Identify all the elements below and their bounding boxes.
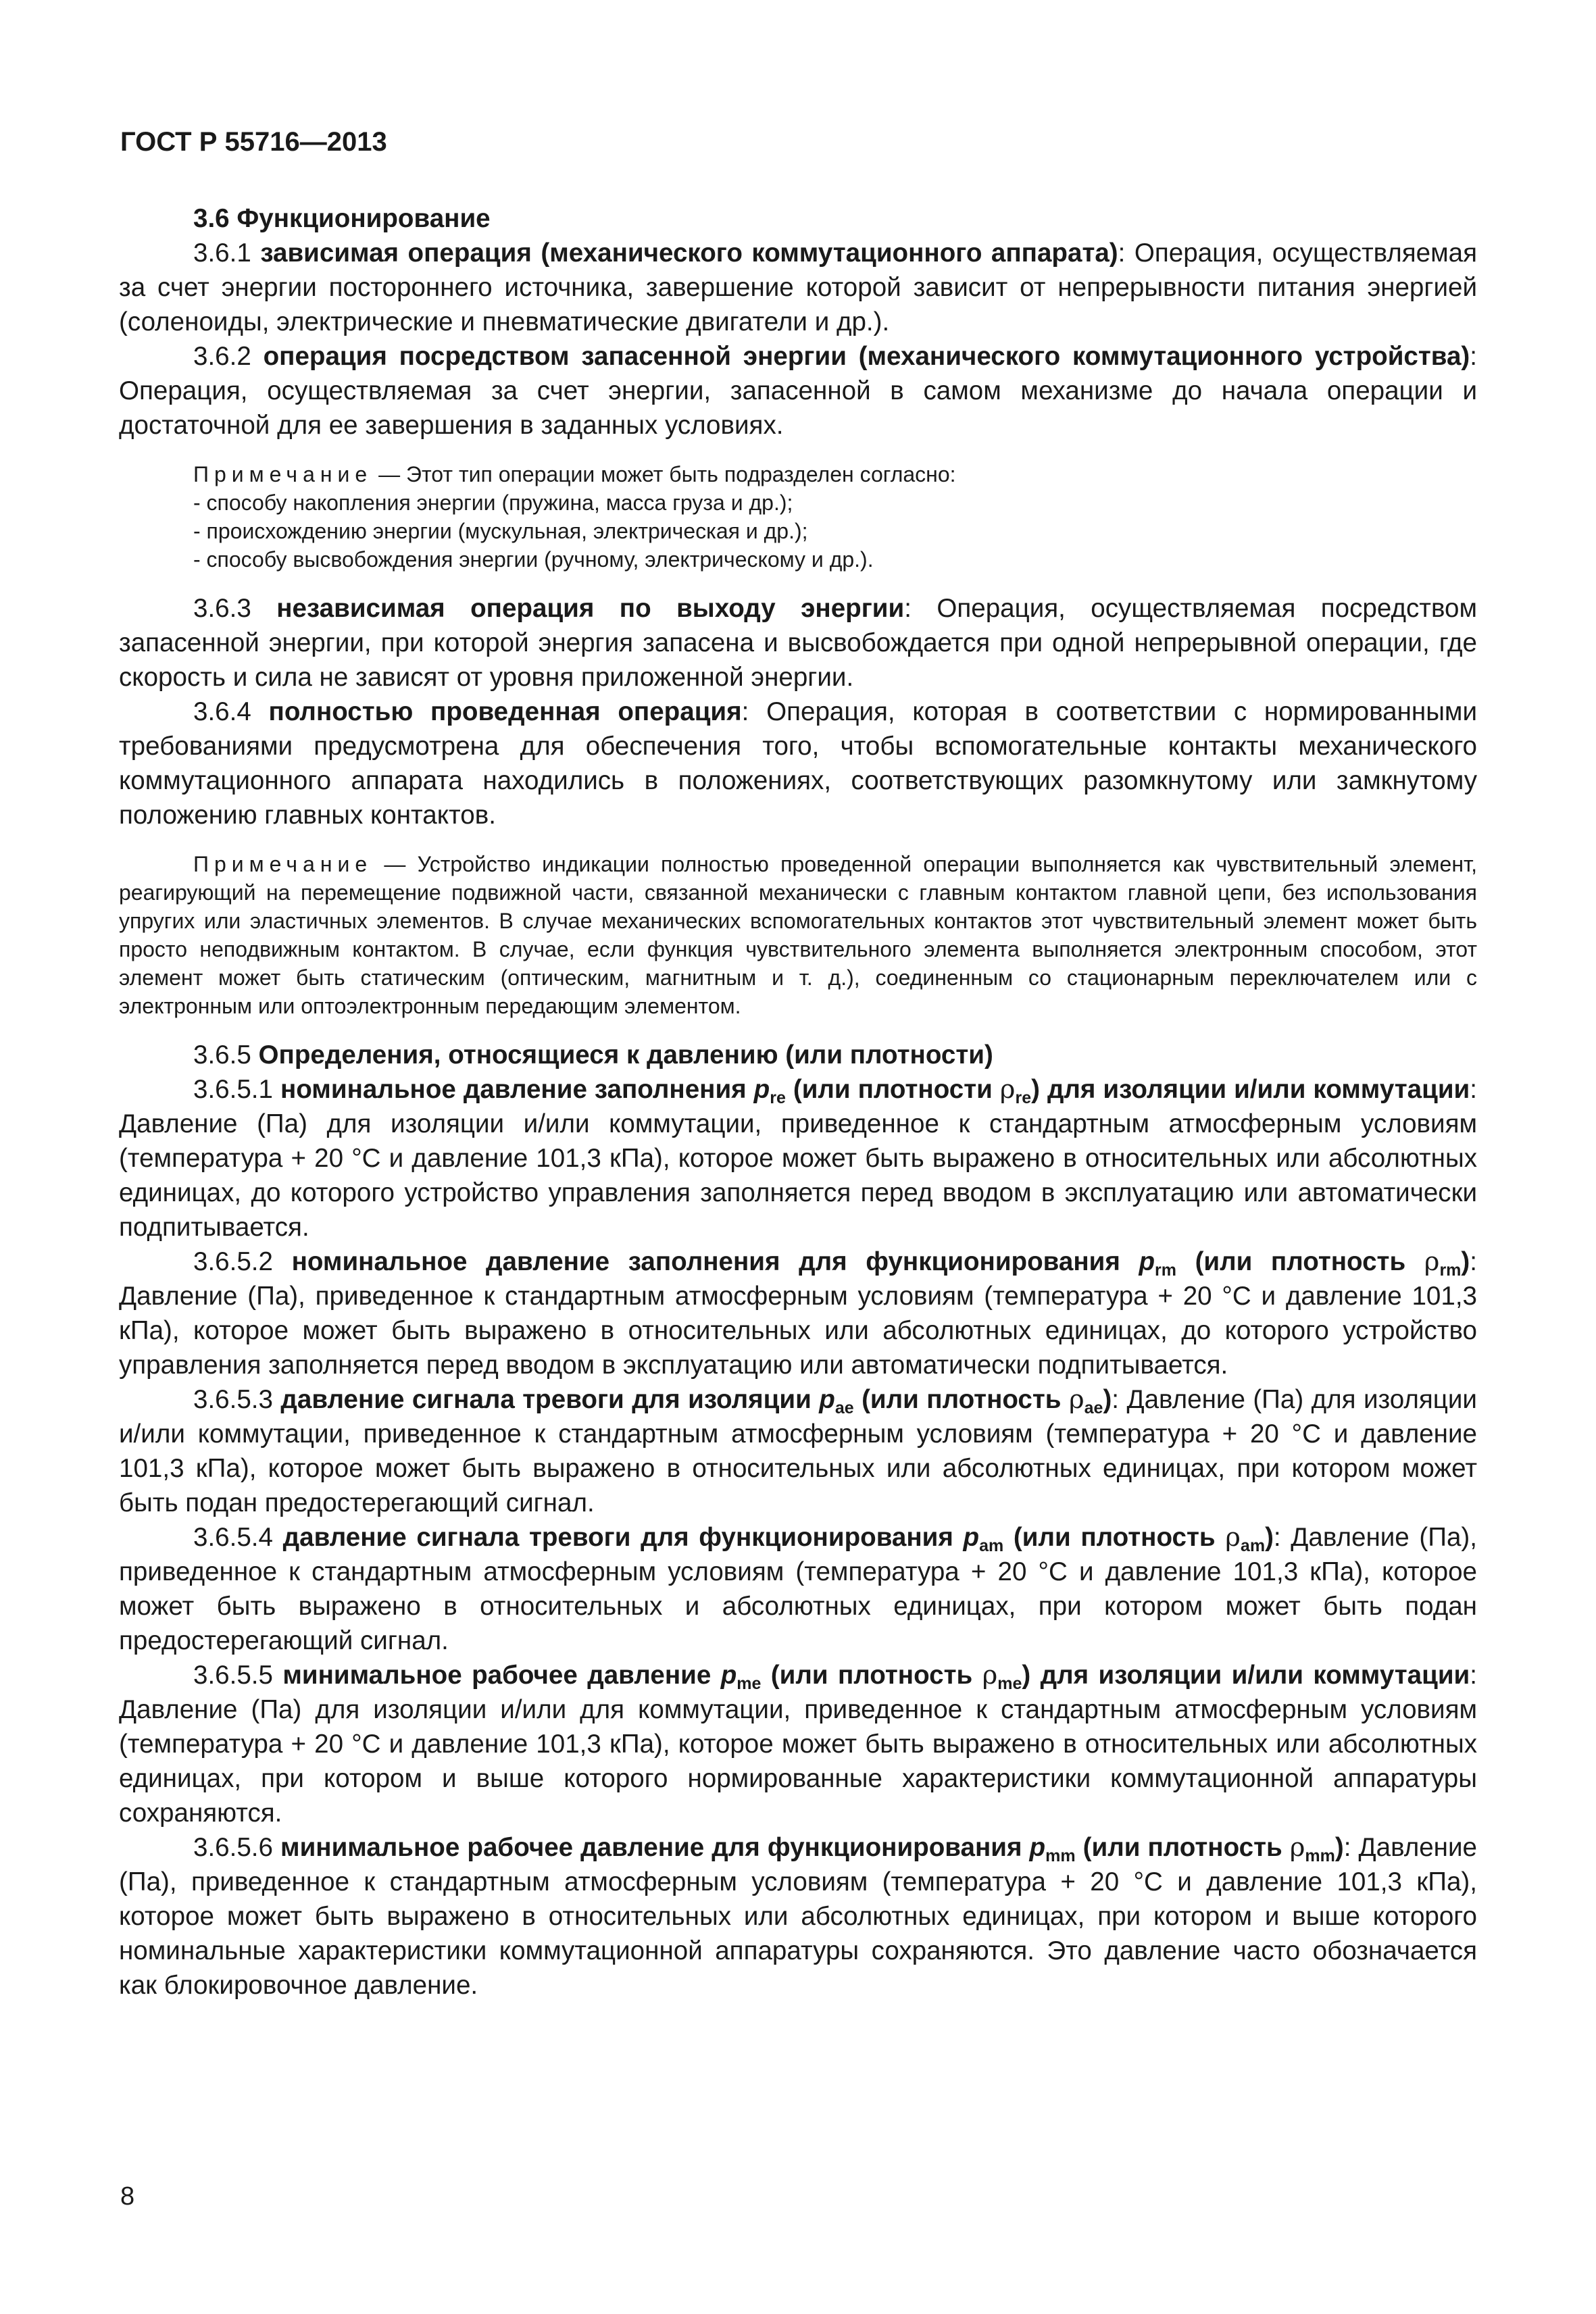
note-label: Примечание	[193, 852, 373, 876]
symbol-p: p	[1029, 1833, 1046, 1862]
section-3-6-2: 3.6.2 операция посредством запасенной энергии (механического коммутационного устройства): Операция, осуществляемая за счет энергии, запасенной в самом механизме до начала операции и достаточной для ее завершения в заданных условиях.	[119, 342, 1478, 440]
note-1-item: - способу высвобождения энергии (ручному, электрическому и др.).	[193, 547, 874, 572]
definition: : Операция, осуществляемая за счет энергии постороннего источника, завершение которой зависит от непрерывности питания энергией (соленоиды, электрические и пневматические двигатели и др.).	[119, 238, 1478, 336]
definition: : Давление (Па), приведенное к стандартным атмосферным условиям (температура + 20 °С и давление 101,3 кПа), которое может быть выражено в относительных или абсолютных единицах, при котором и выше которого номинальные характеристики коммутационной аппаратуры сохраняются. Это давление часто обозначается как блокировочное давление.	[119, 1833, 1477, 2000]
definition: : Операция, осуществляемая за счет энергии, запасенной в самом механизме до начала операции и достаточной для ее завершения в заданных условиях.	[119, 342, 1478, 440]
section-3-6-1: 3.6.1 зависимая операция (механического коммутационного аппарата): Операция, осуществляемая за счет энергии постороннего источника, завершение которой зависит от непрерывности питания энергией (соленоиды, электрические и пневматические двигатели и др.).	[119, 238, 1478, 336]
symbol-rho: ρ	[999, 1074, 1016, 1105]
symbol-p: p	[1139, 1247, 1155, 1276]
section-3-6-5-5: 3.6.5.5 минимальное рабочее давление $p_{me}$ (или плотность $\rho_{me}$) для изоляции и/или коммутации: Давление (Па) для изоляции и/или для коммутации, приведенное к стандартным атмосферным условиям (температура + 20 °С и давление 101,3 кПа), которое может быть выражено в относительных или абсолютных единицах, при котором и выше которого нормированные характеристики коммутационной аппаратуры сохраняются.	[119, 1660, 1477, 1828]
document-header: ГОСТ Р 55716—2013	[120, 127, 387, 157]
symbol-rho: ρ	[1424, 1247, 1440, 1277]
term: номинальное давление заполнения $p_{re}$ (или плотности $\rho_{re}$) для изоляции и/или коммутации	[280, 1074, 1470, 1107]
term: операция посредством запасенной энергии (механического коммутационного устройства)	[263, 342, 1470, 371]
page-number: 8	[120, 2182, 135, 2211]
section-3-6-3: 3.6.3 независимая операция по выходу энергии: Операция, осуществляемая посредством запасенной энергии, при которой энергия запасена и высвобождается при одной непрерывной операции, где скорость и сила не зависят от уровня приложенной энергии.	[119, 594, 1477, 692]
definition: : Операция, которая в соответствии с нормированными требованиями предусмотрена для обеспечения того, чтобы вспомогательные контакты механического коммутационного аппарата находились в положениях, соответствующих разомкнутому или замкнутому положению главных контактов.	[119, 697, 1478, 830]
definition: : Давление (Па) для изоляции и/или для коммутации, приведенное к стандартным атмосферным условиям (температура + 20 °С и давление 101,3 кПа), которое может быть выражено в относительных или абсолютных единицах, при котором и выше которого нормированные характеристики коммутационной аппаратуры сохраняются.	[119, 1661, 1477, 1828]
section-title: Определения, относящиеся к давлению (или плотности)	[258, 1040, 993, 1070]
note-1: Примечание — Этот тип операции может быть подразделен согласно:	[193, 462, 956, 486]
section-3-6-5: 3.6.5 Определения, относящиеся к давлению (или плотности)	[193, 1040, 993, 1070]
term: минимальное рабочее давление $p_{me}$ (или плотность $\rho_{me}$) для изоляции и/или коммутации	[282, 1660, 1470, 1693]
section-3-6-title: 3.6 Функционирование	[193, 204, 491, 233]
term: номинальное давление заполнения для функционирования $p_{rm}$ (или плотность $\rho_{rm}$)	[291, 1247, 1470, 1280]
symbol-p: p	[753, 1075, 770, 1104]
definition: : Операция, осуществляемая посредством запасенной энергии, при которой энергия запасена и высвобождается при одной непрерывной операции, где скорость и сила не зависят от уровня приложенной энергии.	[119, 594, 1477, 692]
definition: : Давление (Па) для изоляции и/или коммутации, приведенное к стандартным атмосферным условиям (температура + 20 °С и давление 101,3 кПа), которое может быть выражено в относительных или абсолютных единицах, при котором может быть подан предостерегающий сигнал.	[119, 1385, 1477, 1517]
definition: : Давление (Па), приведенное к стандартным атмосферным условиям (температура + 20 °С и давление 101,3 кПа), которое может быть выражено в относительных и абсолютных единицах, при котором может быть подан предостерегающий сигнал.	[119, 1523, 1478, 1655]
note-label: Примечание	[193, 462, 373, 486]
term: давление сигнала тревоги для изоляции $p_{ae}$ (или плотность $\rho_{ae}$)	[280, 1384, 1112, 1417]
term: давление сигнала тревоги для функционирования $p_{am}$ (или плотность $\rho_{am}$)	[282, 1522, 1274, 1555]
symbol-rho: ρ	[1068, 1384, 1084, 1415]
term: зависимая операция (механического коммутационного аппарата)	[260, 238, 1118, 268]
section-3-6-5-2: 3.6.5.2 номинальное давление заполнения для функционирования $p_{rm}$ (или плотность $\rho_{rm}$): Давление (Па), приведенное к стандартным атмосферным условиям (температура + 20 °С и давление 101,3 кПа), которое может быть выражено в относительных или абсолютных единицах, до которого устройство управления заполняется перед вводом в эксплуатацию или автоматически подпитывается.	[119, 1247, 1477, 1380]
note-1-item: - способу накопления энергии (пружина, масса груза и др.);	[193, 491, 793, 515]
term: независимая операция по выходу энергии	[276, 594, 905, 623]
section-3-6-5-1: 3.6.5.1 номинальное давление заполнения $p_{re}$ (или плотности $\rho_{re}$) для изоляции и/или коммутации: Давление (Па) для изоляции и/или коммутации, приведенное к стандартным атмосферным условиям (температура + 20 °С и давление 101,3 кПа), которое может быть выражено в относительных или абсолютных единицах, до которого устройство управления заполняется перед вводом в эксплуатацию или автоматически подпитывается.	[119, 1074, 1477, 1242]
symbol-p: p	[819, 1385, 835, 1414]
definition: : Давление (Па) для изоляции и/или коммутации, приведенное к стандартным атмосферным условиям (температура + 20 °С и давление 101,3 кПа), которое может быть выражено в относительных или абсолютных единицах, до которого устройство управления заполняется перед вводом в эксплуатацию или автоматически подпитывается.	[119, 1075, 1477, 1242]
note-2: Примечание — Устройство индикации полностью проведенной операции выполняется как чувствительный элемент, реагирующий на перемещение подвижной части, связанной механически с главным контактом главной цепи, без использования упругих или эластичных элементов. В случае механических вспомогательных контактов этот чувствительный элемент может быть просто неподвижным контактом. В случае, если функция чувствительного элемента выполняется электронным способом, этот элемент может быть статическим (оптическим, магнитным и т. д.), соединенным со стационарным переключателем или с электронным или оптоэлектронным передающим элементом.	[119, 852, 1477, 1018]
note-1-item: - происхождению энергии (мускульная, электрическая и др.);	[193, 519, 808, 543]
section-3-6-5-4: 3.6.5.4 давление сигнала тревоги для функционирования $p_{am}$ (или плотность $\rho_{am}$): Давление (Па), приведенное к стандартным атмосферным условиям (температура + 20 °С и давление 101,3 кПа), которое может быть выражено в относительных и абсолютных единицах, при котором может быть подан предостерегающий сигнал.	[119, 1522, 1478, 1655]
term: минимальное рабочее давление для функционирования $p_{mm}$ (или плотность $\rho_{mm}$)	[280, 1832, 1344, 1865]
section-3-6-5-6: 3.6.5.6 минимальное рабочее давление для функционирования $p_{mm}$ (или плотность $\rho_{mm}$): Давление (Па), приведенное к стандартным атмосферным условиям (температура + 20 °С и давление 101,3 кПа), которое может быть выражено в относительных или абсолютных единицах, при котором и выше которого номинальные характеристики коммутационной аппаратуры сохраняются. Это давление часто обозначается как блокировочное давление.	[119, 1832, 1477, 2000]
section-3-6-5-3: 3.6.5.3 давление сигнала тревоги для изоляции $p_{ae}$ (или плотность $\rho_{ae}$): Давление (Па) для изоляции и/или коммутации, приведенное к стандартным атмосферным условиям (температура + 20 °С и давление 101,3 кПа), которое может быть выражено в относительных или абсолютных единицах, при котором может быть подан предостерегающий сигнал.	[119, 1384, 1477, 1517]
document-body	[119, 201, 1477, 2003]
symbol-p: p	[963, 1523, 980, 1552]
term: полностью проведенная операция	[268, 697, 742, 726]
section-3-6-4: 3.6.4 полностью проведенная операция: Операция, которая в соответствии с нормированными требованиями предусмотрена для обеспечения того, чтобы вспомогательные контакты механического коммутационного аппарата находились в положениях, соответствующих разомкнутому или замкнутому положению главных контактов.	[119, 697, 1478, 830]
symbol-p: p	[720, 1661, 737, 1690]
symbol-rho: ρ	[1289, 1832, 1305, 1863]
symbol-rho: ρ	[1225, 1522, 1241, 1553]
symbol-rho: ρ	[982, 1660, 998, 1690]
definition: : Давление (Па), приведенное к стандартным атмосферным условиям (температура + 20 °С и давление 101,3 кПа), которое может быть выражено в относительных или абсолютных единицах, до которого устройство управления заполняется перед вводом в эксплуатацию или автоматически подпитывается.	[119, 1247, 1477, 1380]
